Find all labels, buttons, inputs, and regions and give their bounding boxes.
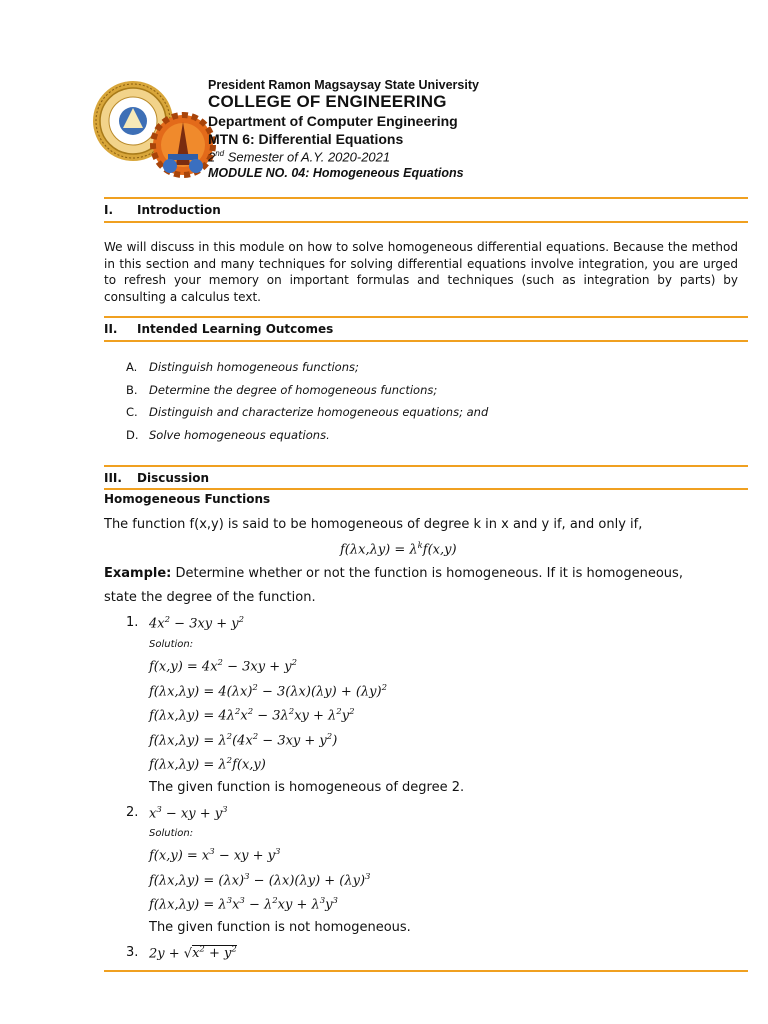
equation-line: $f(\lambda x,\lambda y) = \lambda^2f(x,y)$ (149, 756, 266, 773)
example-1-function: $4x^2 - 3xy + y^2$ (149, 615, 245, 632)
example-line-2: state the degree of the function. (104, 590, 316, 605)
list-item: B. Determine the degree of homogeneous functions; (126, 383, 438, 397)
section-introduction-heading: I. Introduction (104, 203, 221, 217)
equation-line: $f(\lambda x,\lambda y) = 4\lambda^2x^2 - 3\lambda^2xy + \lambda^2y^2$ (149, 707, 355, 724)
conclusion-2: The given function is not homogeneous. (149, 920, 411, 935)
equation-line: $f(x,y) = 4x^2 - 3xy + y^2$ (149, 658, 297, 675)
equation-line: $f(\lambda x,\lambda y) = (\lambda x)^3 - (\lambda x)(\lambda y) + (\lambda y)^3$ (149, 872, 371, 889)
section-rule (104, 316, 748, 318)
college-name: COLLEGE OF ENGINEERING (208, 92, 447, 111)
equation-line: $f(\lambda x,\lambda y) = 4(\lambda x)^2 - 3(\lambda x)(\lambda y) + (\lambda y)^2$ (149, 683, 387, 700)
example-2-function: $x^3$ − xy + $y^3$ (149, 805, 228, 822)
conclusion-1: The given function is homogeneous of degree 2. (149, 780, 465, 795)
section-discussion-heading: III. Discussion (104, 471, 210, 485)
definition-text: The function f(x,y) is said to be homogeneous of degree k in x and y if, and only if, (104, 517, 643, 532)
section-outcomes-heading: II. Intended Learning Outcomes (104, 322, 334, 336)
list-item: A. Distinguish homogeneous functions; (126, 360, 359, 374)
example-number: 3. (126, 945, 139, 960)
section-rule (104, 340, 748, 342)
equation-line: $f(\lambda x,\lambda y) = \lambda^2(4x^2 - 3xy + y^2)$ (149, 732, 338, 749)
section-rule (104, 488, 748, 490)
list-item: D. Solve homogeneous equations. (126, 428, 330, 442)
university-name: President Ramon Magsaysay State University (208, 78, 479, 92)
example-number: 2. (126, 805, 139, 820)
subheading-homogeneous-functions: Homogeneous Functions (104, 492, 271, 506)
module-title: MODULE NO. 04: Homogeneous Equations (208, 166, 464, 180)
solution-label: Solution: (149, 639, 194, 650)
page-bottom-rule (104, 970, 748, 972)
equation-line: $f(x,y) = x^3$ − xy + $y^3$ (149, 847, 281, 864)
semester: 2nd Semester of A.Y. 2020-2021 (208, 149, 391, 165)
definition-equation: $f(\lambda x,\lambda y) = \lambda^kf(x,y)$ (340, 541, 457, 558)
list-item: C. Distinguish and characterize homogeneous equations; and (126, 405, 489, 419)
example-3-function: $2y + √x^2 + y^2$ (149, 945, 237, 962)
example-number: 1. (126, 615, 139, 630)
section-rule (104, 197, 748, 199)
solution-label: Solution: (149, 828, 194, 839)
example-line-1: Example: Determine whether or not the function is homogeneous. If it is homogeneous, (104, 566, 683, 581)
department-name: Department of Computer Engineering (208, 113, 458, 129)
course-title: MTN 6: Differential Equations (208, 131, 404, 147)
intro-paragraph: We will discuss in this module on how to solve homogeneous differential equations. Because the method in this section and many techniques for solving differential equations involve integration, you are urged to refresh your memory on important formulas and techniques (such as integration by parts) by consulting a calculus text. (104, 240, 738, 304)
section-rule (104, 221, 748, 223)
section-rule (104, 465, 748, 467)
equation-line: $f(\lambda x,\lambda y) = \lambda^3x^3 - \lambda^2xy + \lambda^3y^3$ (149, 896, 338, 913)
